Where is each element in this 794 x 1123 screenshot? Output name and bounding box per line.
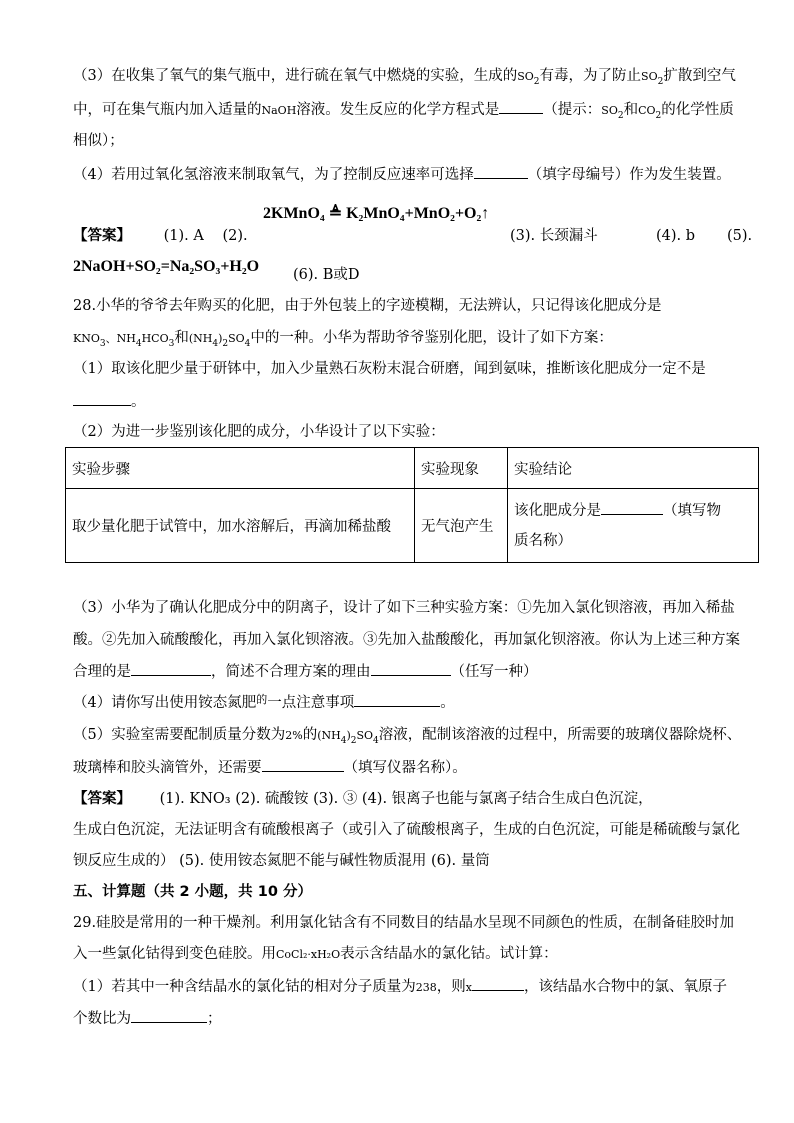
text: 29.硅胶是常用的一种干燥剂。利用氯化钴含有不同数目的结晶水呈现不同颜色的性质，在制备硅胶时加 (73, 915, 735, 931)
q27-answer-line1 (73, 226, 753, 246)
formula-nh4hco3: 、NH (105, 332, 136, 345)
text: 一点注意事项 (267, 695, 355, 711)
formula-so2: SO (601, 104, 618, 117)
q28-p1 (73, 359, 706, 379)
answer-blank (131, 661, 211, 676)
q28-intro-line2: $KNO_3$、$NH_4HCO_3$和$(NH_4)_2SO_4$中的一种。小华为帮助爷爷鉴别化肥，设计了如下方案： (73, 330, 613, 349)
q29-p1-line2 (73, 1008, 222, 1029)
answer-blank (73, 391, 131, 406)
text: 酸。②先加入硫酸酸化，再加入氯化钡溶液。③先加入盐酸酸化，再加氯化钡溶液。你认为上述三种方案 (73, 632, 740, 648)
answer-blank (474, 164, 528, 179)
q28-p4 (73, 692, 455, 714)
q29-intro-line2 (73, 944, 558, 965)
text: 和 (623, 102, 639, 118)
text: （填写物 (663, 502, 721, 519)
text: 的 (302, 727, 318, 743)
text: 相似）； (73, 133, 124, 149)
q27-p4 (73, 164, 731, 185)
equation-naoh: 2NaOH+SO₂=Na₂SO₃+H₂O (73, 258, 260, 275)
text: 中的一种。小华为帮助爷爷鉴别化肥，设计了如下方案： (250, 330, 613, 346)
text: 溶液。发生反应的化学方程式是 (296, 102, 500, 118)
text: （3）在收集了氧气的集气瓶中，进行硫在氧气中燃烧的实验，生成的 (73, 68, 518, 84)
text: 合理的是 (73, 664, 131, 680)
q28-p3-line3 (73, 661, 538, 682)
q28-p5-line2 (73, 757, 467, 778)
text: 。 (440, 695, 455, 711)
answer-2: (2). (222, 228, 248, 244)
answer-blank (131, 1008, 207, 1023)
formula-co2: CO (638, 104, 656, 117)
q27-answer-6 (293, 265, 360, 285)
answer-text: (1). KNO₃ (2). 硫酸铵 (3). ③ (4). 银离子也能与氯离子结合生成白色沉淀， (159, 791, 653, 807)
number: 238 (415, 981, 437, 994)
answer-text: 钡反应生成的） (5). 使用铵态氮肥不能与碱性物质混用 (6). 量筒 (73, 853, 490, 869)
text: （填字母编号）作为发生装置。 (527, 167, 731, 183)
answer-blank (472, 976, 524, 991)
answer-1: (1). A (163, 228, 204, 244)
q28-answer-line2 (73, 820, 740, 840)
formula-naoh: NaOH (261, 104, 297, 117)
q28-p5-line1: （5）实验室需要配制质量分数为2%的$(NH_4)_2SO_4$溶液，配制该溶液的过程中，所需要的玻璃仪器除烧杯、 (73, 727, 742, 746)
text: （填写仪器名称）。 (343, 760, 467, 776)
experiment-table (65, 447, 759, 563)
table-header: 实验结论 (508, 448, 759, 489)
formula-so2: SO (641, 70, 658, 83)
formula-nh4so4-b: ) (218, 332, 223, 345)
q27-p3-line3 (73, 131, 124, 151)
answer-label: 【答案】 (73, 228, 131, 244)
text: （4）请你写出使用铵态氮肥 (73, 695, 257, 711)
table-cell-step: 取少量化肥于试管中，加水溶解后，再滴加稀盐酸 (66, 489, 415, 563)
q28-answer-line3 (73, 851, 490, 871)
text: （2）为进一步鉴别该化肥的成分，小华设计了以下实验： (73, 424, 445, 440)
q29-intro-line1 (73, 913, 734, 933)
answer-blank (262, 757, 344, 772)
text: （1）取该化肥少量于研钵中，加入少量熟石灰粉末混合研磨，闻到氨味，推断该化肥成分一定不是 (73, 361, 706, 377)
section-title (73, 882, 312, 902)
answer-label: 【答案】 (73, 791, 131, 807)
formula-so2: SO (517, 70, 534, 83)
formula-nh4hco3-b: HCO (141, 332, 169, 345)
answer-blank (354, 692, 440, 707)
text: 入一些氯化钴得到变色硅胶。用 (73, 946, 276, 962)
formula-nh4so4: (NH (188, 332, 213, 345)
q28-intro-line1 (73, 296, 662, 316)
text: （1）若其中一种含结晶水的氯化钴的相对分子质量为 (73, 979, 416, 995)
answer-3: (3). 长颈漏斗 (510, 228, 598, 244)
text: （5）实验室需要配制质量分数为 (73, 727, 286, 743)
text: 五、计算题（共 2 小题，共 10 分） (73, 884, 312, 900)
formula-nh4so4-c: SO (356, 729, 374, 742)
table-cell-conclusion (508, 489, 759, 563)
table-header: 实验现象 (415, 448, 508, 489)
table-row (66, 489, 759, 563)
answer-blank (601, 500, 663, 515)
text: 。 (131, 394, 146, 410)
answer-blank (499, 99, 543, 114)
text: 溶液，配制该溶液的过程中，所需要的玻璃仪器除烧杯、 (378, 727, 742, 743)
variable: x (465, 981, 472, 994)
table-cell-phenomenon: 无气泡产生 (415, 489, 508, 563)
answer-4: (4). b (656, 228, 696, 244)
q28-p2 (73, 422, 445, 442)
percent: 2% (285, 729, 303, 742)
text: 个数比为 (73, 1011, 131, 1027)
table-header: 实验步骤 (66, 448, 415, 489)
q28-p3-line1 (73, 598, 735, 618)
text: ； (207, 1011, 222, 1027)
formula-nh4so4-c: SO (228, 332, 245, 345)
text: （4）若用过氧化氢溶液来制取氧气，为了控制反应速率可选择 (73, 167, 474, 183)
text: 有毒，为了防止 (539, 68, 642, 84)
text: ，则 (436, 979, 466, 995)
q29-p1-line1 (73, 976, 727, 998)
text: 表示含结晶水的氯化钴。试计算： (340, 946, 558, 962)
text: 中，可在集气瓶内加入适量的 (73, 102, 262, 118)
text: （提示： (543, 102, 602, 118)
formula-cocl2: CoCl₂·xH₂O (276, 948, 341, 961)
q28-p1-blank (73, 391, 146, 412)
formula-nh4so4: (NH (317, 729, 341, 742)
text: ，简述不合理方案的理由 (211, 664, 371, 680)
formula-kno3: KNO (73, 332, 100, 345)
text: 28.小华的爷爷去年购买的化肥，由于外包装上的字迹模糊，无法辨认，只记得该化肥成分是 (73, 298, 662, 314)
text: 和 (174, 330, 189, 346)
equation-kmno4: 2KMnO₄ ≜ K₂MnO₄+MnO₂+O₂↑ (263, 205, 490, 222)
answer-text: 生成白色沉淀，无法证明含有硫酸根离子（或引入了硫酸根离子，生成的白色沉淀，可能是稀硫酸与氯化 (73, 822, 740, 838)
formula-nh4so4-b: ) (346, 729, 351, 742)
answer-6: (6). B或D (293, 267, 360, 283)
text: 的 (256, 693, 268, 706)
text: 玻璃棒和胶头滴管外，还需要 (73, 760, 262, 776)
q27-p3-line1: （3）在收集了氧气的集气瓶中，进行硫在氧气中燃烧的实验，生成的$SO_2$有毒，为了防止$SO_2$扩散到空气 (73, 68, 736, 87)
text: ，该结晶水合物中的氯、氧原子 (523, 979, 727, 995)
answer-blank (371, 661, 451, 676)
text: 质名称） (514, 532, 572, 549)
text: 的化学性质 (661, 102, 734, 118)
answer-5: (5). (727, 228, 753, 244)
text: （任写一种） (450, 664, 538, 680)
q28-answer-line1 (73, 789, 653, 809)
text: （3）小华为了确认化肥成分中的阴离子，设计了如下三种实验方案：①先加入氯化钡溶液，再加入稀盐 (73, 600, 735, 616)
text: 扩散到空气 (663, 68, 736, 84)
q27-p3-line2: 中，可在集气瓶内加入适量的NaOH溶液。发生反应的化学方程式是 （提示：$SO_2$和$CO_2$的化学性质 (73, 99, 734, 126)
table-header-row (66, 448, 759, 489)
text: 该化肥成分是 (514, 502, 601, 519)
q28-p3-line2 (73, 630, 740, 650)
